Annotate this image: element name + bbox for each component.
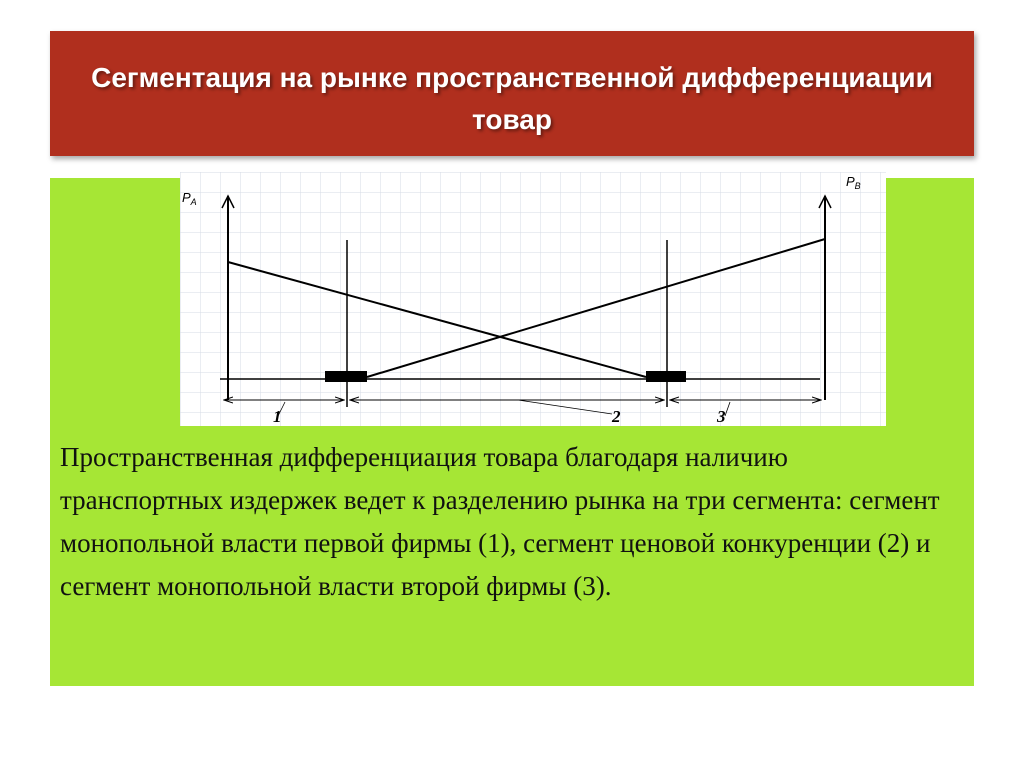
firm-a-location bbox=[325, 371, 367, 382]
grid-background bbox=[180, 172, 886, 426]
firm-b-location bbox=[646, 371, 686, 382]
body-text: Пространственная дифференциация товара благодаря наличию транспортных издержек ведет к разделению рынка на три сегмента: сегмент монопольной власти первой фирмы (1), сегмент ценовой конкуренции (2) и сегмент монопольной власти второй фирмы (3). bbox=[60, 442, 940, 601]
diagram bbox=[180, 172, 886, 426]
title-band bbox=[50, 31, 974, 156]
slide-title: Сегментация на рынке пространственной дифференциации товар bbox=[91, 61, 933, 135]
left-axis-label: $P_A$ bbox=[182, 190, 197, 207]
segment-3-label: 3 bbox=[717, 407, 726, 426]
segment-1-label: 1 bbox=[273, 407, 282, 426]
diagram-svg bbox=[180, 172, 886, 426]
right-axis-label: $P_B$ bbox=[846, 174, 861, 191]
segment-2-label: 2 bbox=[612, 407, 621, 426]
